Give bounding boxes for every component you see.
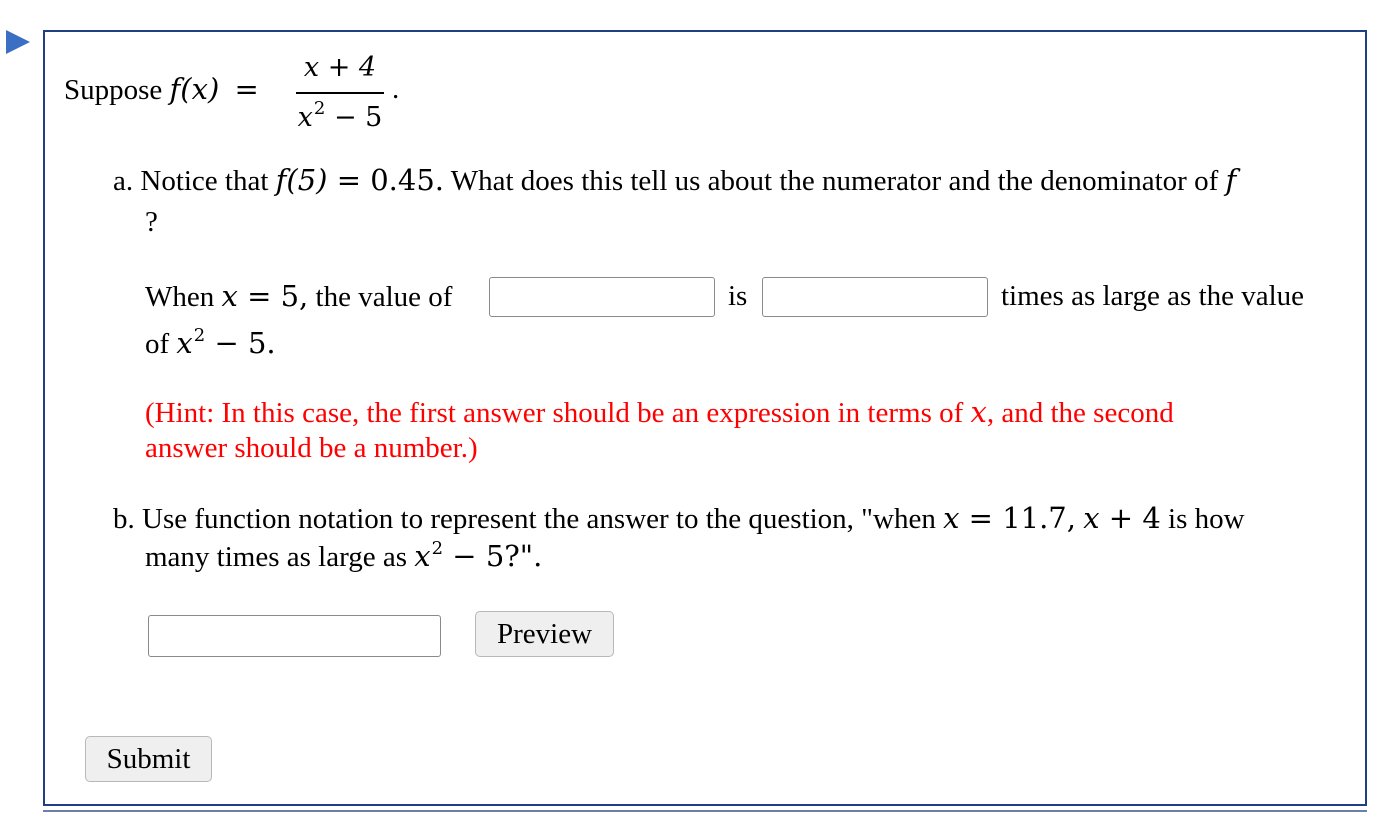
answer-input-b[interactable] <box>148 615 441 657</box>
intro-prefix: Suppose <box>64 74 163 106</box>
is-text: is <box>728 280 748 312</box>
fraction-numerator: x + 4 <box>303 52 377 83</box>
of-text: of <box>145 328 170 360</box>
denominator-base: x <box>297 102 313 133</box>
hint-line-2: answer should be a number.) <box>145 432 478 464</box>
part-a-question-mark: ? <box>145 206 158 238</box>
plus-4: + 4 <box>1099 501 1161 535</box>
submit-button[interactable]: Submit <box>85 736 212 782</box>
answer-input-1[interactable] <box>489 277 715 317</box>
part-a-value: = 0.45. <box>327 163 445 197</box>
divider <box>43 810 1367 812</box>
part-b-text2: is how <box>1168 503 1245 535</box>
part-b-label: b. <box>113 503 135 535</box>
part-b-line2a: many times as large as <box>145 541 408 573</box>
equals-sign: = <box>234 72 259 106</box>
function-fraction <box>290 52 390 134</box>
play-icon <box>6 30 30 54</box>
part-b-question <box>113 501 1245 536</box>
intro-line <box>64 72 267 107</box>
intro-period: . <box>392 73 400 105</box>
x-variable: x <box>414 539 431 573</box>
when-text: When <box>145 281 215 313</box>
x-variable: x <box>943 501 960 535</box>
minus-5: − 5. <box>205 326 276 360</box>
hint-x: x <box>970 395 987 429</box>
part-a-when <box>145 279 452 314</box>
times-as-large-text: times as large as the value <box>1001 280 1305 312</box>
part-b-line-2 <box>145 539 542 578</box>
fraction-denominator <box>290 100 390 134</box>
x-equals-value: = 11.7, <box>959 501 1076 535</box>
part-a-text2: What does this tell us about the numerator and the denominator of <box>450 165 1219 197</box>
preview-button[interactable]: Preview <box>475 611 614 657</box>
answer-input-2[interactable] <box>762 277 988 317</box>
part-a-of-line <box>145 326 276 365</box>
exponent: 2 <box>431 538 444 559</box>
function-name: f(x) <box>169 72 220 106</box>
denominator-exponent: 2 <box>313 98 326 119</box>
part-a-question <box>113 163 1236 198</box>
x-variable: x <box>176 326 193 360</box>
x-equals-5: = 5, <box>237 279 309 313</box>
part-b-line2b: − 5?". <box>443 539 543 573</box>
hint-text-a: (Hint: In this case, the first answer should be an expression in terms of <box>145 397 964 429</box>
value-of-text: the value of <box>315 281 453 313</box>
x-variable: x <box>221 279 238 313</box>
part-a-f: f <box>1225 163 1237 197</box>
x-variable: x <box>1083 501 1100 535</box>
part-b-text1: Use function notation to represent the answer to the question, "when <box>142 503 936 535</box>
fraction-bar <box>296 92 384 94</box>
part-a-text1: Notice that <box>140 165 269 197</box>
hint-line-1 <box>145 395 1174 430</box>
part-a-label: a. <box>113 165 134 197</box>
denominator-rest: − 5 <box>325 102 383 133</box>
exponent: 2 <box>193 325 206 346</box>
hint-text-b: , and the second <box>986 397 1174 429</box>
part-a-expr: f(5) <box>275 163 328 197</box>
